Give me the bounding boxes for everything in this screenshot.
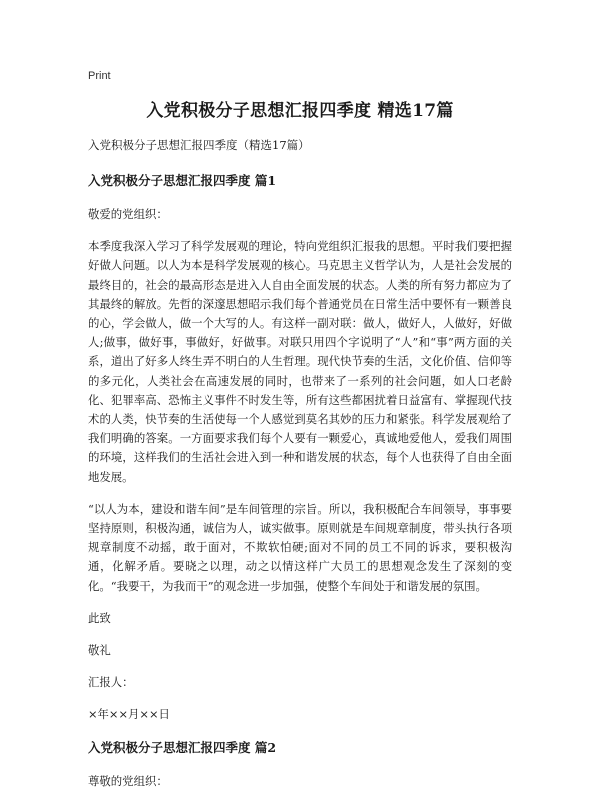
closing-regards: 敬礼 xyxy=(88,643,111,658)
body-paragraph-1: 本季度我深入学习了科学发展观的理论，特向党组织汇报我的思想。平时我们要把握好做人问题。以人为本是科学发展观的核心。马克思主义哲学认为，人是社会发展的最终目的，社会的最高形态是进入人自由全面发展的状态。人类的所有努力都应为了其最终的解放。先哲的深邃思想昭示我们每个普通党员在日常生活中要怀有一颗善良的心，学会做人，做一个大写的人。有这样一副对联：做人，做好人，人做好，好做人;做事，做好事，事做好，好做事。对联只用四个字说明了“人”和“事”两方面的关系，道出了好多人终生弄不明白的人生哲理。现代快节奏的生活，文化价值、信仰等的多元化，人类社会在高速发展的同时，也带来了一系列的社会问题，如人口老龄化、犯罪率高、恐怖主义事件不时发生等，所有这些都困扰着日益富有、掌握现代技术的人类，快节奏的生活使每一个人感觉到莫名其妙的压力和紧张。科学发展观给了我们明确的答案。一方面要求我们每个人要有一颗爱心，真诚地爱他人，爱我们周围的环境，这样我们的生活社会进入到一种和谐发展的状态，每个人也获得了自由全面地发展。 xyxy=(88,239,512,484)
document-title: 入党积极分子思想汇报四季度 精选17篇 xyxy=(146,101,454,121)
body-paragraph-2: “以人为本，建设和谐车间”是车间管理的宗旨。所以，我积极配合车间领导，事事要坚持原则，积极沟通，诚信为人，诚实做事。原则就是车间规章制度，带头执行各项规章制度不动摇，敢于面对，不欺软怕硬;面对不同的员工不同的诉求，要积极沟通，化解矛盾。要晓之以理，动之以情这样广大员工的思想观念发生了深刻的变化。“我要干，为我而干”的观念进一步加强，使整个车间处于和谐发展的氛围。 xyxy=(88,501,512,593)
closing-salutation: 此致 xyxy=(88,610,111,625)
report-date: ×年××月××日 xyxy=(88,707,170,722)
reporter-label: 汇报人： xyxy=(88,675,134,690)
section-heading-1: 入党积极分子思想汇报四季度 篇1 xyxy=(88,173,277,188)
document-subtitle: 入党积极分子思想汇报四季度（精选17篇） xyxy=(88,138,310,152)
print-label: Print xyxy=(88,70,111,82)
section-heading-2: 入党积极分子思想汇报四季度 篇2 xyxy=(88,739,277,755)
greeting-2: 尊敬的党组织： xyxy=(88,773,168,788)
greeting-1: 敬爱的党组织： xyxy=(88,207,168,221)
